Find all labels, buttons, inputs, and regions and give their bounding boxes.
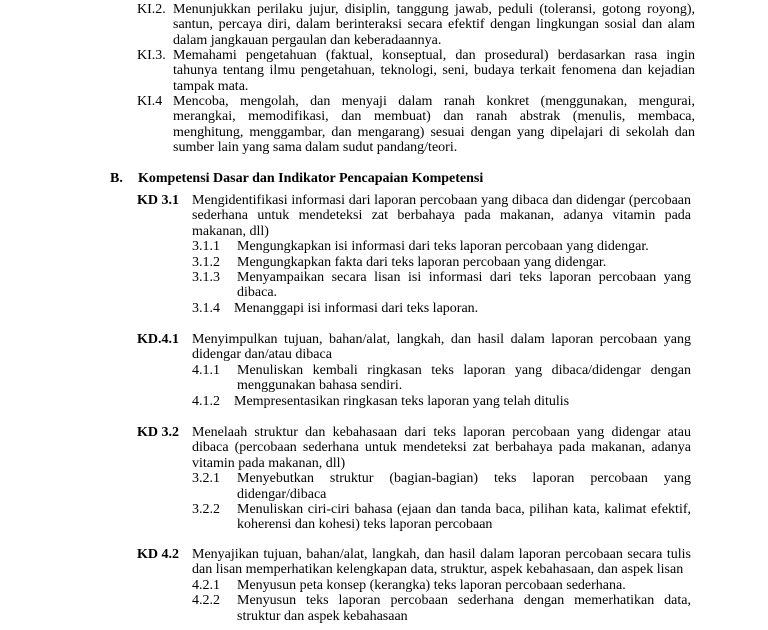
indicator-number: 4.2.2 bbox=[192, 593, 220, 609]
ki-item bbox=[137, 94, 695, 156]
indicator-item bbox=[192, 301, 691, 316]
ki-text: Mencoba, mengolah, dan menyaji dalam ranah konkret (menggunakan, mengurai, merangkai, memodifikasi, dan membuat) dan ranah abstrak (menulis, membaca, menghitung, menggambar, dan mengarang) sesuai dengan yang dipelajari di sekolah dan sumber lain yang sama dalam sudut pandang/teori. bbox=[173, 94, 695, 156]
indicator-item bbox=[192, 593, 691, 624]
ki-number: KI.2. bbox=[137, 2, 166, 17]
ki-item bbox=[137, 48, 695, 94]
kd-block bbox=[137, 425, 691, 533]
indicator-number: 3.1.1 bbox=[192, 239, 220, 255]
ki-text: Menunjukkan perilaku jujur, disiplin, tanggung jawab, peduli (toleransi, gotong royong), santun, percaya diri, dalam berinteraksi secara efektif dengan lingkungan sosial dan alam dalam jangkauan pergaulan dan keberadaannya. bbox=[173, 2, 695, 48]
kd-description: Mengidentifikasi informasi dari laporan percobaan yang dibaca dan didengar (percobaan sederhana untuk mendeteksi zat berbahaya pada makanan, adanya vitamin pada makanan, dll) bbox=[192, 193, 691, 239]
indicator-text: Menanggapi isi informasi dari teks laporan. bbox=[234, 300, 479, 316]
kd-description: Menyimpulkan tujuan, bahan/alat, langkah, dan hasil dalam laporan percobaan yang didengar dan/atau dibaca bbox=[192, 332, 691, 363]
kd-block bbox=[137, 193, 691, 316]
indicator-item bbox=[192, 502, 691, 533]
indicator-text: Mengungkapkan fakta dari teks laporan percobaan yang didengar. bbox=[237, 254, 607, 270]
indicator-text: Mempresentasikan ringkasan teks laporan yang telah ditulis bbox=[234, 393, 570, 409]
indicator-number: 4.1.2 bbox=[192, 393, 220, 409]
indicator-text: Mengungkapkan isi informasi dari teks laporan percobaan yang didengar. bbox=[237, 239, 649, 255]
indicator-number: 3.1.2 bbox=[192, 254, 220, 270]
indicator-item bbox=[192, 394, 691, 409]
indicator-number: 3.2.1 bbox=[192, 471, 220, 487]
indicator-item bbox=[192, 471, 691, 502]
indicator-item bbox=[192, 363, 691, 394]
indicator-item bbox=[192, 270, 691, 301]
indicator-number: 4.2.1 bbox=[192, 577, 220, 593]
kd-code: KD 3.1 bbox=[137, 193, 179, 208]
kd-code: KD 4.2 bbox=[137, 547, 179, 562]
indicator-number: 3.1.4 bbox=[192, 300, 220, 316]
ki-text: Memahami pengetahuan (faktual, konseptual, dan prosedural) berdasarkan rasa ingin tahunya tentang ilmu pengetahuan, teknologi, seni, budaya terkait fenomena dan kejadian tampak mata. bbox=[173, 48, 695, 94]
kd-description: Menelaah struktur dan kebahasaan dari teks laporan percobaan yang didengar atau dibaca (percobaan sederhana untuk mendeteksi zat berbahaya pada makanan, adanya vitamin pada makanan, dll) bbox=[192, 425, 691, 471]
kd-block bbox=[137, 547, 691, 624]
indicator-item bbox=[192, 578, 691, 593]
kd-code: KD.4.1 bbox=[137, 332, 179, 347]
ki-number: KI.3. bbox=[137, 48, 166, 63]
indicator-text: Menyampaikan secara lisan isi informasi dari teks laporan percobaan yang dibaca. bbox=[237, 270, 691, 301]
kd-block bbox=[137, 332, 691, 409]
indicator-item bbox=[192, 255, 691, 270]
indicator-text: Menuliskan ciri-ciri bahasa (ejaan dan tanda baca, pilihan kata, kalimat efektif, koherensi dan kohesi) teks laporan percobaan bbox=[237, 502, 691, 533]
indicator-text: Menuliskan kembali ringkasan teks laporan yang dibaca/didengar dengan menggunakan bahasa sendiri. bbox=[237, 362, 691, 394]
indicator-item bbox=[192, 239, 691, 254]
indicator-number: 4.1.1 bbox=[192, 362, 220, 378]
indicator-text: Menyusun teks laporan percobaan sederhana dengan memerhatikan data, struktur dan aspek kebahasaan bbox=[237, 593, 691, 624]
section-title: Kompetensi Dasar dan Indikator Pencapaian Kompetensi bbox=[138, 171, 484, 186]
indicator-number: 3.1.3 bbox=[192, 270, 220, 286]
indicator-text: Menyebutkan struktur (bagian-bagian) teks laporan percobaan yang didengar/dibaca bbox=[237, 471, 691, 502]
kd-description: Menyajikan tujuan, bahan/alat, langkah, dan hasil dalam laporan percobaan secara tulis dan lisan memperhatikan kelengkapan data, struktur, aspek kebahasaan, dan aspek lisan bbox=[192, 547, 691, 578]
ki-number: KI.4 bbox=[137, 94, 163, 109]
indicator-number: 3.2.2 bbox=[192, 502, 220, 518]
indicator-text: Menyusun peta konsep (kerangka) teks laporan percobaan sederhana. bbox=[237, 577, 626, 593]
kd-code: KD 3.2 bbox=[137, 425, 179, 440]
section-letter: B. bbox=[110, 171, 123, 186]
ki-item bbox=[137, 2, 695, 48]
